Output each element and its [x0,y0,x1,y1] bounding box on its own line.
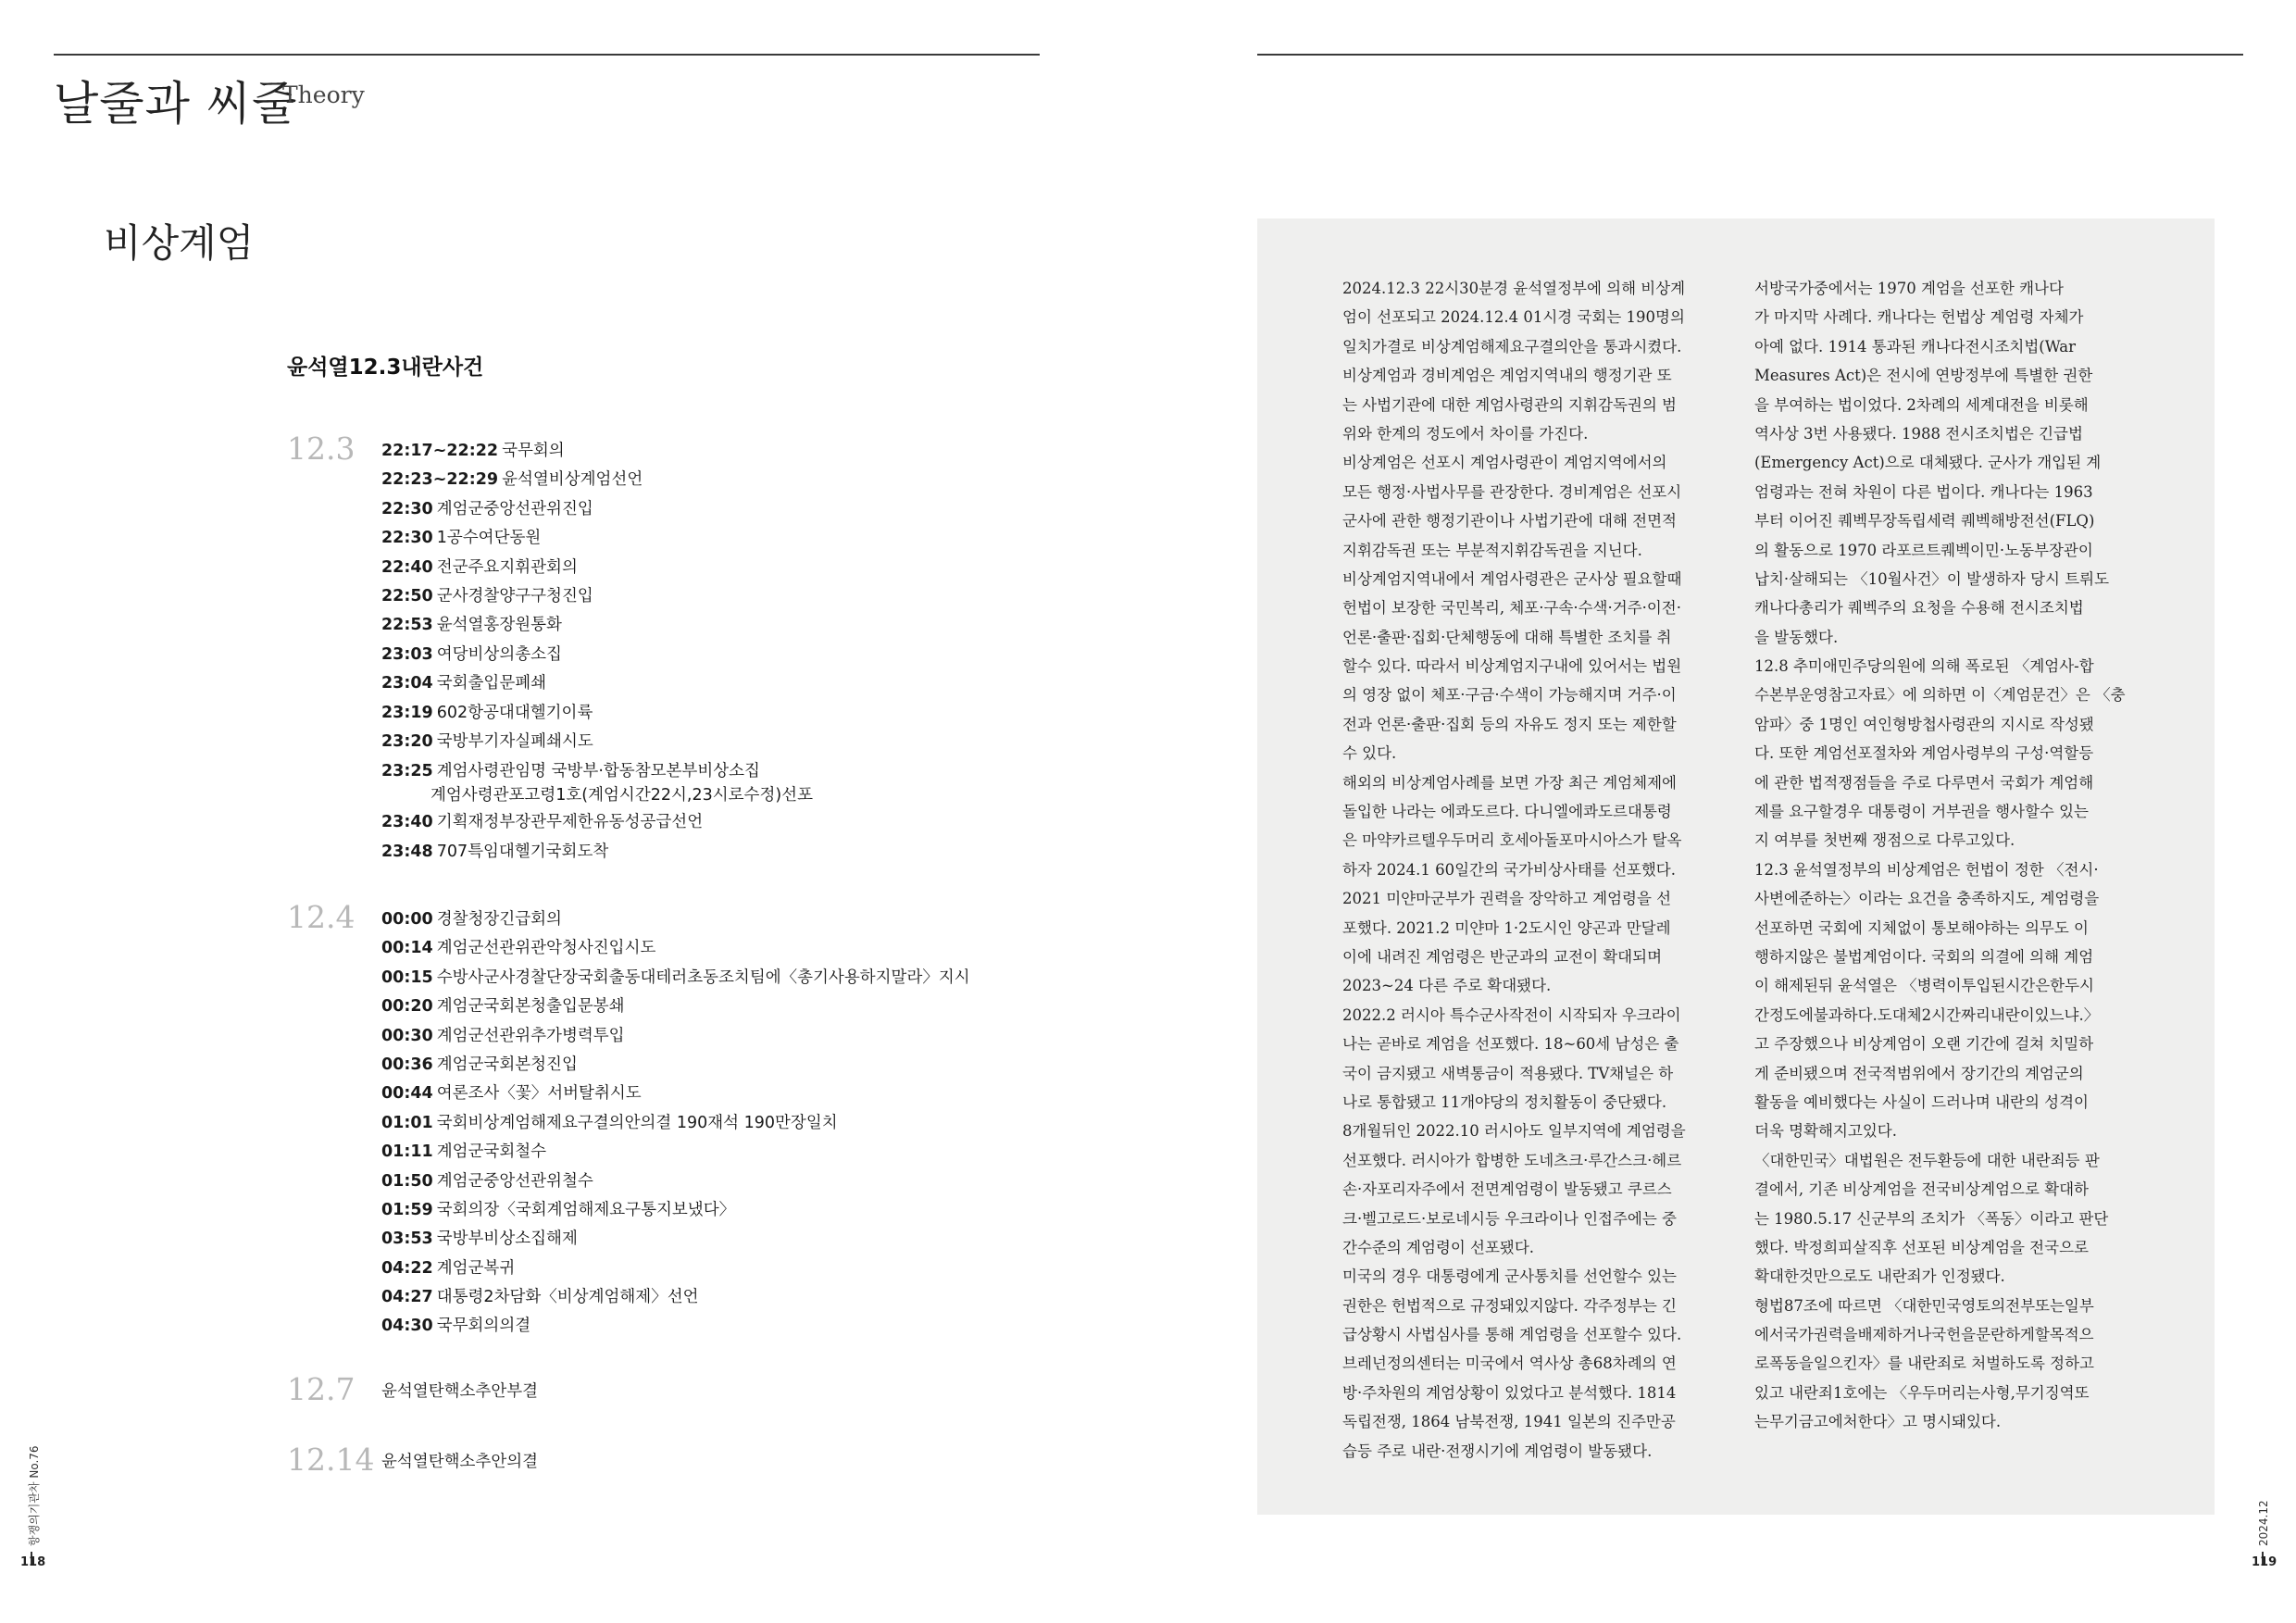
entry-time: 00:00 [381,910,433,929]
body-text-line: 수본부운영참고자료〉에 의하면 이〈계엄문건〉은 〈충 [1754,686,2126,705]
body-text-line: 의 영장 없이 체포·구금·수색이 가능해지며 거주·이 [1342,686,1677,705]
body-text-line: 로폭동을일으킨자〉를 내란죄로 처벌하도록 정하고 [1754,1355,2094,1373]
entry-text: 계엄군선관위관악청사진입시도 [436,939,656,958]
timeline-entry [381,1255,970,1283]
body-text-line: 더욱 명확해지고있다. [1754,1122,1897,1141]
timeline-entry [381,437,813,466]
timeline-entry [381,1167,970,1196]
body-text-line: 게 준비됐으며 전국적범위에서 장기간의 계엄군의 [1754,1064,2084,1082]
body-text-line: Measures Act)은 전시에 연방정부에 특별한 권한 [1754,367,2093,385]
entry-time: 03:53 [381,1230,433,1249]
entry-text: 윤석열탄핵소추안부결 [381,1382,539,1401]
entry-time: 22:50 [381,586,433,606]
entry-text: 윤석열홍장원통화 [436,616,562,635]
body-text-line: 2022.2 러시아 특수군사작전이 시작되자 우크라이 [1342,1005,1681,1024]
body-text-line: 위와 한계의 정도에서 차이를 가진다. [1342,424,1589,443]
body-text-line: 에서국가권력을배제하거나국헌을문란하게할목적으 [1754,1326,2094,1344]
entry-time: 01:11 [381,1142,433,1162]
body-text-line: 8개월뒤인 2022.10 러시아도 일부지역에 계엄령을 [1342,1122,1686,1141]
timeline-entry [381,641,813,669]
body-text-line: 권한은 헌법적으로 규정돼있지않다. 각주정부는 긴 [1342,1296,1677,1315]
entry-time: 01:59 [381,1200,433,1219]
footer-left [20,1433,48,1563]
entry-text: 계엄군국회본청출입문봉쇄 [436,997,625,1017]
body-text-line: 이 해제된뒤 윤석열은 〈병력이투입된시간은한두시 [1754,977,2094,995]
entry-text: 윤석열탄핵소추안의결 [381,1453,539,1471]
body-text-line: 사변에준하는〉이라는 요건을 충족하지도, 계엄령을 [1754,890,2100,908]
timeline-entry [381,756,813,808]
body-text-line: 확대한것만으로도 내란죄가 인정됐다. [1754,1267,2005,1286]
body-text-line: 일치가결로 비상계엄해제요구결의안을 통과시켰다. [1342,337,1682,356]
entry-text: 계엄사령관임명 국방부·합동참모본부비상소집 [436,762,760,781]
body-text-line: 포했다. 2021.2 미얀마 1·2도시인 양곤과 만달레 [1342,918,1671,937]
body-text-line: 을 부여하는 법이었다. 2차례의 세계대전을 비롯해 [1754,395,2089,414]
body-text-line: 2021 미얀마군부가 권력을 장악하고 계엄령을 선 [1342,890,1672,908]
magazine-section-subtitle: Theory [282,81,365,108]
entry-time: 04:30 [381,1317,433,1336]
body-text-line: 부터 이어진 퀘벡무장독립세력 퀘벡해방전선(FLQ) [1754,512,2095,531]
entry-time: 00:30 [381,1026,433,1045]
entry-time: 22:23~22:29 [381,470,499,490]
entry-time: 22:53 [381,616,433,635]
page-number-left: 118 [20,1555,46,1569]
timeline-entry [381,964,970,993]
event-title: 윤석열12.3내란사건 [287,356,484,380]
body-text-line: 의 활동으로 1970 라포르트퀘벡이민·노동부장관이 [1754,541,2093,559]
body-text-line: 서방국가중에서는 1970 계엄을 선포한 캐나다 [1754,280,2064,297]
body-text-line: 돌입한 나라는 에콰도르다. 다니엘에콰도르대통령 [1342,803,1672,821]
body-text-line: 는 1980.5.17 신군부의 조치가 〈폭동〉이라고 판단 [1754,1209,2109,1228]
body-text-line: 12.8 추미애민주당의원에 의해 폭로된 〈계엄사-합 [1754,657,2094,676]
magazine-name: 항쟁의기관차 No.76 [28,1445,41,1546]
entry-text: 1공수여단동원 [436,529,542,548]
body-text-line: 했다. 박정희피살직후 선포된 비상계엄을 전국으로 [1754,1238,2089,1256]
entry-text: 윤석열비상계엄선언 [502,470,643,490]
article-body-column-1 [1342,274,1722,1466]
entry-time: 22:30 [381,529,433,548]
body-text-line: 활동을 예비했다는 사실이 드러나며 내란의 성격이 [1754,1092,2089,1111]
body-text-line: 다. 또한 계엄선포절차와 계엄사령부의 구성·역할등 [1754,744,2094,763]
entry-time: 00:15 [381,968,433,987]
timeline-date: 12.4 [287,899,356,935]
body-text-line: 군사에 관한 행정기관이나 사법기관에 대해 전면적 [1342,512,1677,531]
entry-time: 00:44 [381,1084,433,1104]
entry-time: 00:14 [381,939,433,958]
timeline-entry [381,808,813,837]
page-number-right: 119 [2252,1555,2277,1569]
timeline-date: 12.3 [287,431,356,467]
body-text-line: 나로 통합됐고 11개야당의 정치활동이 중단됐다. [1342,1092,1667,1111]
entry-text: 전군주요지휘관회의 [436,557,578,577]
timeline-date: 12.7 [287,1371,356,1407]
timeline-entry [381,699,813,728]
entry-text: 계엄군선관위추가병력투입 [436,1026,625,1045]
entry-text: 대통령2차담화〈비상계엄해제〉선언 [436,1288,699,1307]
body-text-line: 나는 곧바로 계엄을 선포했다. 18~60세 남성은 출 [1342,1035,1679,1054]
entry-time: 01:50 [381,1171,433,1191]
timeline-entry [381,524,813,553]
body-text-line: 전과 언론·출판·집회 등의 자유도 정지 또는 제한할 [1342,715,1677,733]
article-title: 비상계엄 [104,220,255,266]
body-text-line: 지 여부를 첫번째 쟁점으로 다루고있다. [1754,831,2015,850]
timeline-entry [381,1138,970,1167]
timeline-entries [381,437,813,867]
timeline-entry [381,934,970,963]
timeline-entry [381,728,813,756]
body-text-line: 습등 주로 내란·전쟁시기에 계엄령이 발동됐다. [1342,1442,1653,1460]
body-text-line: 모든 행정·사법사무를 관장한다. 경비계엄은 선포시 [1342,482,1682,501]
entry-time: 22:17~22:22 [381,442,499,460]
body-text-line: 할수 있다. 따라서 비상계엄지구내에 있어서는 법원 [1342,657,1682,676]
body-text-line: 2023~24 다른 주로 확대됐다. [1342,977,1552,995]
body-text-line: 이에 내려진 계엄령은 반군과의 교전이 확대되며 [1342,947,1663,966]
entry-time: 23:40 [381,813,433,832]
header-rule-left [54,54,1040,56]
body-text-line: 국이 금지됐고 새벽통금이 적용됐다. TV채널은 하 [1342,1064,1674,1082]
body-text-line: 지휘감독권 또는 부분적지휘감독권을 지닌다. [1342,541,1642,559]
body-text-line: 비상계엄지역내에서 계엄사령관은 군사상 필요할때 [1342,569,1682,588]
body-text-line: 〈대한민국〉대법원은 전두환등에 대한 내란죄등 판 [1754,1151,2100,1169]
body-text-line: 급상황시 사법심사를 통해 계엄령을 선포할수 있다. [1342,1326,1682,1344]
entry-text: 국회의장〈국회계엄해제요구통지보냈다〉 [436,1200,736,1219]
timeline-entry [381,554,813,582]
magazine-section-title: 날줄과 씨줄 [54,77,298,131]
body-text-line: 암파〉중 1명인 여인형방첩사령관의 지시로 작성됐 [1754,715,2094,733]
body-text-line: 은 마약카르텔우두머리 호세아돌포마시아스가 탈옥 [1342,831,1682,850]
body-text-line: 비상계엄과 경비계엄은 계엄지역내의 행정기관 또 [1342,367,1672,385]
entry-text: 경찰청장긴급회의 [436,910,562,929]
entry-time: 00:20 [381,997,433,1017]
entry-time: 01:01 [381,1113,433,1132]
body-text-line: 헌법이 보장한 국민복리, 체포·구속·수색·거주·이전· [1342,599,1681,618]
timeline-entry [381,838,813,867]
entry-time: 23:48 [381,842,433,861]
body-text-line: 방·주차원의 계엄상황이 있었다고 분석했다. 1814 [1342,1383,1677,1402]
timeline-entries [381,1448,538,1477]
entry-text: 국무회의 [502,442,565,460]
timeline-entry [381,993,970,1021]
entry-text: 군사경찰양구구청진입 [436,586,593,606]
entry-time: 23:20 [381,731,433,751]
body-text-line: 는무기금고에처한다〉고 명시돼있다. [1754,1413,2002,1431]
body-text-line: 행하지않은 불법계엄이다. 국회의 의결에 의해 계엄 [1754,947,2094,966]
timeline-entry [381,495,813,524]
timeline-entry [381,1312,970,1341]
body-text-line: 2024.12.3 22시30분경 윤석열정부에 의해 비상계 [1342,280,1686,297]
timeline-entry [381,582,813,611]
timeline-entry [381,905,970,934]
entry-text: 계엄군복귀 [436,1258,516,1278]
entry-time: 04:22 [381,1258,433,1278]
body-text-line: (Emergency Act)으로 대체됐다. 군사가 개입된 계 [1754,454,2102,472]
entry-text: 계엄군국회본청진입 [436,1055,578,1074]
entry-text: 국방부비상소집해제 [436,1230,578,1249]
timeline-entry [381,1196,970,1225]
body-text-line: 손·자포리자주에서 전면계엄령이 발동됐고 쿠르스 [1342,1180,1672,1199]
timeline-entry [381,1109,970,1138]
footer-right [2252,1433,2279,1563]
timeline-entry [381,1051,970,1080]
entry-time: 23:19 [381,703,433,722]
body-text-line: 선포했다. 러시아가 합병한 도네츠크·루간스크·헤르 [1342,1151,1682,1169]
entry-text: 계엄군국회철수 [436,1142,547,1162]
body-text-line: 브레넌정의센터는 미국에서 역사상 총68차례의 연 [1342,1355,1677,1373]
body-text-line: 고 주장했으나 비상계엄이 오랜 기간에 걸쳐 치밀하 [1754,1035,2094,1054]
body-text-line: 역사상 3번 사용됐다. 1988 전시조치법은 긴급법 [1754,424,2083,443]
entry-text: 국회비상계엄해제요구결의안의결 190재석 190만장일치 [436,1113,838,1132]
body-text-line: 비상계엄은 선포시 계엄사령관이 계엄지역에서의 [1342,454,1667,472]
entry-text: 국회출입문폐쇄 [436,674,547,693]
body-text-line: 선포하면 국회에 지체없이 통보해야하는 의무도 이 [1754,918,2089,937]
timeline-date: 12.14 [287,1442,375,1478]
body-text-line: 수 있다. [1342,744,1397,763]
body-text-line: 하자 2024.1 60일간의 국가비상사태를 선포했다. [1342,860,1676,879]
entry-time: 23:25 [381,762,433,781]
issue-date: 2024.12 [2257,1500,2270,1546]
entry-text: 602항공대대헬기이륙 [436,703,593,722]
timeline-entry [381,1080,970,1108]
body-text-line: 크·벨고로드·보로네시등 우크라이나 인접주에는 중 [1342,1209,1677,1228]
body-text-line: 언론·출판·집회·단체행동에 대해 특별한 조치를 취 [1342,628,1672,646]
entry-text: 계엄군중앙선관위철수 [436,1171,593,1191]
header-rule-right [1257,54,2243,56]
timeline-entries [381,1378,538,1406]
entry-text: 국무회의의결 [436,1317,531,1336]
entry-text: 여론조사〈꽃〉서버탈취시도 [436,1084,642,1104]
body-text-line: 납치·살해되는 〈10월사건〉이 발생하자 당시 트뤼도 [1754,569,2110,588]
body-text-line: 미국의 경우 대통령에게 군사통치를 선언할수 있는 [1342,1267,1677,1286]
timeline-entry [381,1283,970,1312]
entry-time: 23:03 [381,644,433,664]
timeline-entries [381,905,970,1342]
entry-text: 수방사군사경찰단장국회출동대테러초동조치팀에〈총기사용하지말라〉지시 [436,968,970,987]
timeline-entry [381,1225,970,1254]
body-text-line: 아예 없다. 1914 통과된 캐나다전시조치법(War [1754,337,2076,356]
body-text-line: 해외의 비상계엄사례를 보면 가장 최근 계엄체제에 [1342,773,1677,792]
body-text-line: 형법87조에 따르면 〈대한민국영토의전부또는일부 [1754,1296,2094,1315]
entry-time: 22:40 [381,557,433,577]
entry-time: 00:36 [381,1055,433,1074]
timeline-entry [381,1448,538,1477]
timeline-entry [381,1022,970,1051]
body-text-line: 간정도에불과하다.도대체2시간짜리내란이있느냐.〉 [1754,1005,2100,1024]
body-text-line: 있고 내란죄1호에는 〈우두머리는사형,무기징역또 [1754,1383,2090,1402]
body-text-line: 엄이 선포되고 2024.12.4 01시경 국회는 190명의 [1342,308,1685,327]
body-text-line: 을 발동했다. [1754,628,1839,646]
timeline-entry [381,611,813,640]
body-text-line: 캐나다총리가 퀘벡주의 요청을 수용해 전시조치법 [1754,599,2084,618]
body-text-line: 가 마지막 사례다. 캐나다는 헌법상 계엄령 자체가 [1754,308,2084,327]
body-text-line: 에 관한 법적쟁점들을 주로 다루면서 국회가 계엄해 [1754,773,2094,792]
timeline-entry [381,1378,538,1406]
body-text-line: 독립전쟁, 1864 남북전쟁, 1941 일본의 진주만공 [1342,1413,1676,1431]
entry-time: 04:27 [381,1288,433,1307]
body-text-line: 엄령과는 전혀 차원이 다른 법이다. 캐나다는 1963 [1754,482,2093,501]
body-text-line: 제를 요구할경우 대통령이 거부권을 행사할수 있는 [1754,803,2089,821]
entry-text: 국방부기자실폐쇄시도 [436,731,593,751]
body-text-line: 결에서, 기존 비상계엄을 전국비상계엄으로 확대하 [1754,1180,2089,1199]
entry-text: 707특임대헬기국회도착 [436,842,609,861]
body-text-line: 간수준의 계엄령이 선포됐다. [1342,1238,1535,1256]
entry-time: 23:04 [381,674,433,693]
entry-time: 22:30 [381,499,433,518]
entry-text: 여당비상의총소집 [436,644,562,664]
entry-text: 기획재정부장관무제한유동성공급선언 [436,813,704,832]
entry-text-continued: 계엄사령관포고령1호(계엄시간22시,23시로수정)선포 [430,786,813,805]
body-text-line: 는 사법기관에 대한 계엄사령관의 지휘감독권의 범 [1342,395,1677,414]
timeline-entry [381,466,813,494]
body-text-line: 12.3 윤석열정부의 비상계엄은 헌법이 정한 〈전시· [1754,860,2099,879]
article-body-column-2 [1754,274,2134,1437]
entry-text: 계엄군중앙선관위진입 [436,499,593,518]
timeline-entry [381,669,813,698]
